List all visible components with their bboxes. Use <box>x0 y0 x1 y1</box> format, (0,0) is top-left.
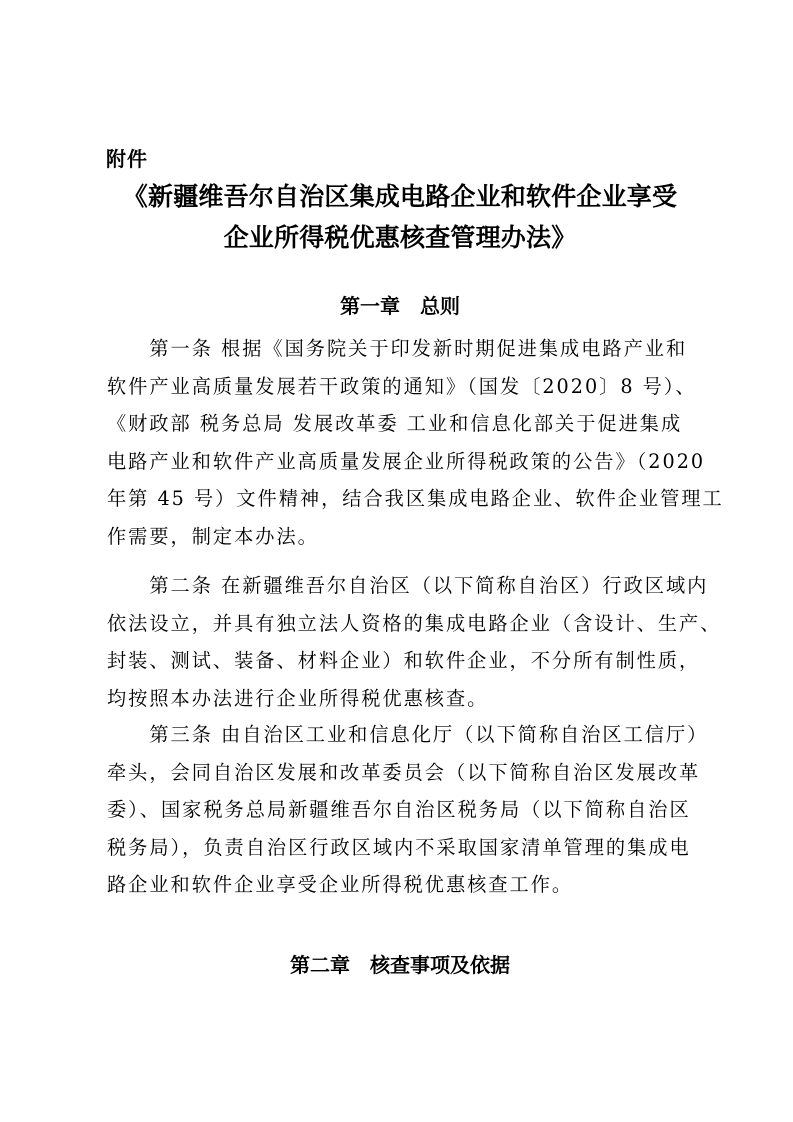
paragraph-line: 软件产业高质量发展若干政策的通知》（国发〔2020〕8 号）、 <box>107 374 697 398</box>
chapter-heading: 第一章 总则 <box>340 294 460 318</box>
paragraph-line: 封装、测试、装备、材料企业）和软件企业，不分所有制性质， <box>107 649 701 672</box>
paragraph-line: 第三条 由自治区工业和信息化厅（以下简称自治区工信厅） <box>107 723 709 746</box>
paragraph-line: 第二条 在新疆维吾尔自治区（以下简称自治区）行政区域内 <box>107 574 709 597</box>
document-title <box>100 176 700 258</box>
article-3-paragraph <box>107 716 707 904</box>
paragraph-line: 电路产业和软件产业高质量发展企业所得税政策的公告》（2020 <box>107 449 706 473</box>
paragraph-line: 税务局），负责自治区行政区域内不采取国家清单管理的集成电 <box>107 835 691 859</box>
paragraph-line: 年第 45 号）文件精神，结合我区集成电路企业、软件企业管理工 <box>107 487 724 510</box>
paragraph-line: 依法设立，并具有独立法人资格的集成电路企业（含设计、生产、 <box>107 611 722 635</box>
paragraph-line: 《财政部 税务总局 发展改革委 工业和信息化部关于促进集成 <box>107 412 683 435</box>
paragraph-line: 委）、国家税务总局新疆维吾尔自治区税务局（以下简称自治区 <box>107 798 691 821</box>
paragraph-line: 牵头，会同自治区发展和改革委员会（以下简称自治区发展改革 <box>107 760 701 784</box>
paragraph-line: 作需要，制定本办法。 <box>107 524 319 548</box>
article-2-paragraph <box>107 567 722 717</box>
title-line: 《新疆维吾尔自治区集成电路企业和软件企业享受 <box>122 182 678 211</box>
paragraph-line: 均按照本办法进行企业所得税优惠核查。 <box>107 686 489 710</box>
attachment-label: 附件 <box>106 147 148 171</box>
article-1-paragraph <box>107 330 724 555</box>
title-line: 企业所得税优惠核查管理办法》 <box>223 223 577 252</box>
paragraph-line: 路企业和软件企业享受企业所得税优惠核查工作。 <box>107 873 574 896</box>
chapter-heading: 第二章 核查事项及依据 <box>290 953 510 977</box>
paragraph-line: 第一条 根据《国务院关于印发新时期促进集成电路产业和 <box>107 337 688 360</box>
